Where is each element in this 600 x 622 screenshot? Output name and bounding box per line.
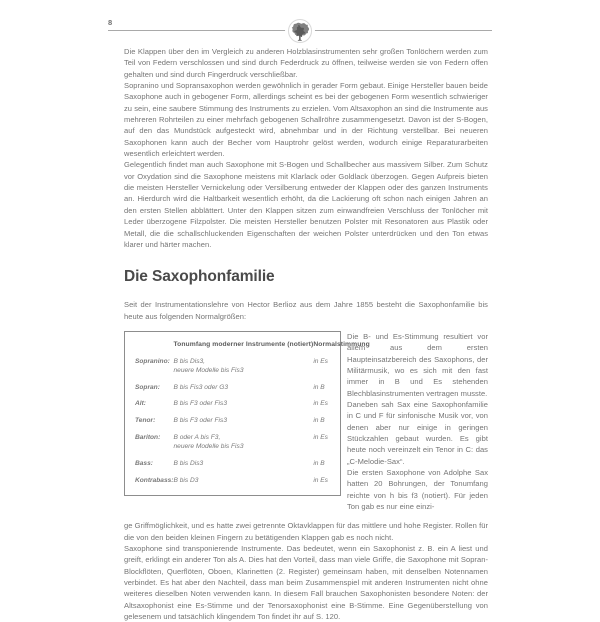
row-range-main: B bis F3 oder Fis3 <box>173 400 227 408</box>
table-row <box>135 383 370 400</box>
row-range <box>173 416 313 433</box>
table-row <box>135 416 370 433</box>
row-name: Alt: <box>135 400 146 408</box>
table-row <box>135 459 370 476</box>
sidebar-paragraph-1: Die B- und Es-Stimmung resultiert vor allem aus dem ersten Haupteinsatzbereich des Saxophons, der Militärmusik, wo es sich mit den fast immer in B und Es stehenden Blechblasinstrumenten vertragen musste. <box>347 331 488 398</box>
spacer <box>124 287 488 299</box>
row-range-main: B bis Dis3 <box>173 459 204 467</box>
tail-paragraph-1: ge Griffmöglichkeit, und es hatte zwei getrennte Oktavklappen für das mittlere und hohe Register. Rollen für die von den beiden kleinen Fingern zu betätigenden Klappen gab es noch nicht. <box>124 521 488 542</box>
row-name: Kontrabass: <box>135 476 174 484</box>
table-column <box>124 331 370 496</box>
page-header <box>108 16 492 42</box>
table-header-range: Tonumfang moderner Instrumente (notiert) <box>173 340 314 348</box>
sidebar-text-column <box>347 331 488 513</box>
row-range-main: B bis D3 <box>173 476 199 484</box>
row-range-main: B oder A bis F3, <box>173 433 221 441</box>
table-header-name <box>135 341 173 357</box>
intro-paragraph-2: Sopranino und Sopransaxophon werden gewöhnlich in gerader Form gebaut. Einige Hersteller bauen beide Saxophone auch in gebogener Form, allerdings scheint es bei der gebogenen Form wesentlich schwieriger zu sein, eine saubere Stimmung des Instruments zu erzielen. Vom Altsaxophon an sind die Instrumente aus mehreren Rohrteilen zu einer mehrfach gebogenen Schallröhre zusammengesetzt. Davon ist der S-Bogen, auf den das Mundstück aufgesteckt wird, abnehmbar und in der Richtung verstellbar. Bei neueren Saxophonen kann auch der Becher vom Hauptrohr gelöst werden, wodurch einige Reparaturarbeiten wesentlich erleichtert werden. <box>124 81 488 159</box>
intro-paragraph-3: Gelegentlich findet man auch Saxophone mit S-Bogen und Schallbecher aus massivem Silber. Zum Schutz vor Oxydation sind die Saxophone meistens mit Klarlack oder Goldlack überzogen. Gegen Aufpreis bieten die meisten Hersteller Vernickelung oder Versilberung entweder der Klappen oder des ganzen Instruments an. Hierdurch wird die Haltbarkeit wesentlich erhöht, da die Lackierung oft schon nach einigen Jahren an den ersten Stellen abblättert. Unter den Klappen sitzen zum einwandfreien Verschluss der Tonlöcher mit Leder überzogene Filzpolster. Die meisten Hersteller benutzen Polster mit Resonatoren aus Plastik oder Metall, die die schallschluckenden Eigenschaften der weichen Polster unterdrücken und den Ton etwas klarer und härter machen. <box>124 160 488 249</box>
tonumfang-table-box <box>124 331 370 496</box>
row-range-main: B bis Fis3 oder G3 <box>173 383 229 391</box>
row-tuning: in B <box>313 383 325 391</box>
section-heading: Die Saxophonfamilie <box>124 268 275 286</box>
table-header-tuning: Normalstimmung <box>313 340 370 348</box>
spacer <box>124 250 488 267</box>
row-range-main: B bis F3 oder Fis3 <box>173 417 227 425</box>
row-range-sub: neuere Modelle bis Fis3 <box>173 367 244 375</box>
row-tuning: in Es <box>313 476 328 484</box>
row-range <box>173 357 313 383</box>
row-tuning: in Es <box>313 433 328 441</box>
row-tuning: in B <box>313 417 325 425</box>
row-name: Sopranino: <box>135 357 170 365</box>
row-name: Sopran: <box>135 383 160 391</box>
row-tuning: in B <box>313 459 325 467</box>
table-and-sidebar <box>124 331 488 513</box>
row-range <box>173 433 313 459</box>
table-row <box>135 433 370 459</box>
row-name: Tenor: <box>135 417 156 425</box>
tail-paragraph-2: Saxophone sind transponierende Instrumente. Das bedeutet, wenn ein Saxophonist z. B. ein A liest und greift, erklingt ein anderer Ton als A. Dies hat den Vorteil, dass man viele Griffe, die Saxophone mit Sopran-Blockflöten, Querflöten, Oboen, Klarinetten (2. Register) gemeinsam haben, mit denselben Notennamen verbindet. Es hat aber den Nachteil, dass man beim Zusammenspiel mit anderen Instrumenten nicht ohne weiteres dieselben Noten verwenden kann. In diesem Fall brauchen Saxophonisten besondere Noten: der Altsaxophonist eine Es-Stimme und der Tenorsaxophonist eine B-Stimme. Eine Gegenüberstellung von gelesenem und tatsächlich klingendem Ton findet ihr auf S. 120. <box>124 544 488 622</box>
table-header-row <box>135 341 370 357</box>
page-content <box>124 46 488 622</box>
section-lead-paragraph: Seit der Instrumentationslehre von Hector Berlioz aus dem Jahre 1855 besteht die Saxophonfamilie bis heute aus folgenden Normalgrößen: <box>124 300 488 321</box>
row-range <box>173 459 313 476</box>
table-row <box>135 399 370 416</box>
row-tuning: in Es <box>313 400 328 408</box>
tail-text <box>124 520 488 622</box>
table-head <box>135 341 370 357</box>
row-range-sub: neuere Modelle bis Fis3 <box>173 443 244 451</box>
sidebar-paragraph-3: Die ersten Saxophone von Adolphe Sax hatten 20 Bohrungen, der Tonumfang reichte von h bis f3 (notiert). Für jeden Ton gab es nur eine einzi- <box>347 468 488 512</box>
tonumfang-table <box>135 341 370 485</box>
page-number: 8 <box>108 18 113 27</box>
saxophone-player-emblem-icon <box>285 16 315 46</box>
table-row <box>135 357 370 383</box>
row-range-main: B bis Dis3, <box>173 357 205 365</box>
row-name: Bariton: <box>135 433 161 441</box>
row-name: Bass: <box>135 459 153 467</box>
row-range <box>173 383 313 400</box>
table-body <box>135 357 370 485</box>
table-row <box>135 476 370 485</box>
row-range <box>173 476 313 485</box>
intro-paragraph-1: Die Klappen über den im Vergleich zu anderen Holzblasinstrumenten sehr großen Tonlöchern werden zum Teil von Federn verschlossen und sind durch Federdruck zu öffnen, teilweise werden sie von Federn offen gehalten und sind durch Fingerdruck verschließbar. <box>124 47 488 79</box>
row-tuning: in Es <box>313 357 328 365</box>
row-range <box>173 399 313 416</box>
sidebar-paragraph-2: Daneben sah Sax eine Saxophonfamilie in C und F für sinfonische Musik vor, von denen aber nur einige in geringen Stückzahlen gebaut wurden. Es gibt heute noch vereinzelt ein Tenor in C: das „C-Melodie-Sax“. <box>347 399 488 466</box>
